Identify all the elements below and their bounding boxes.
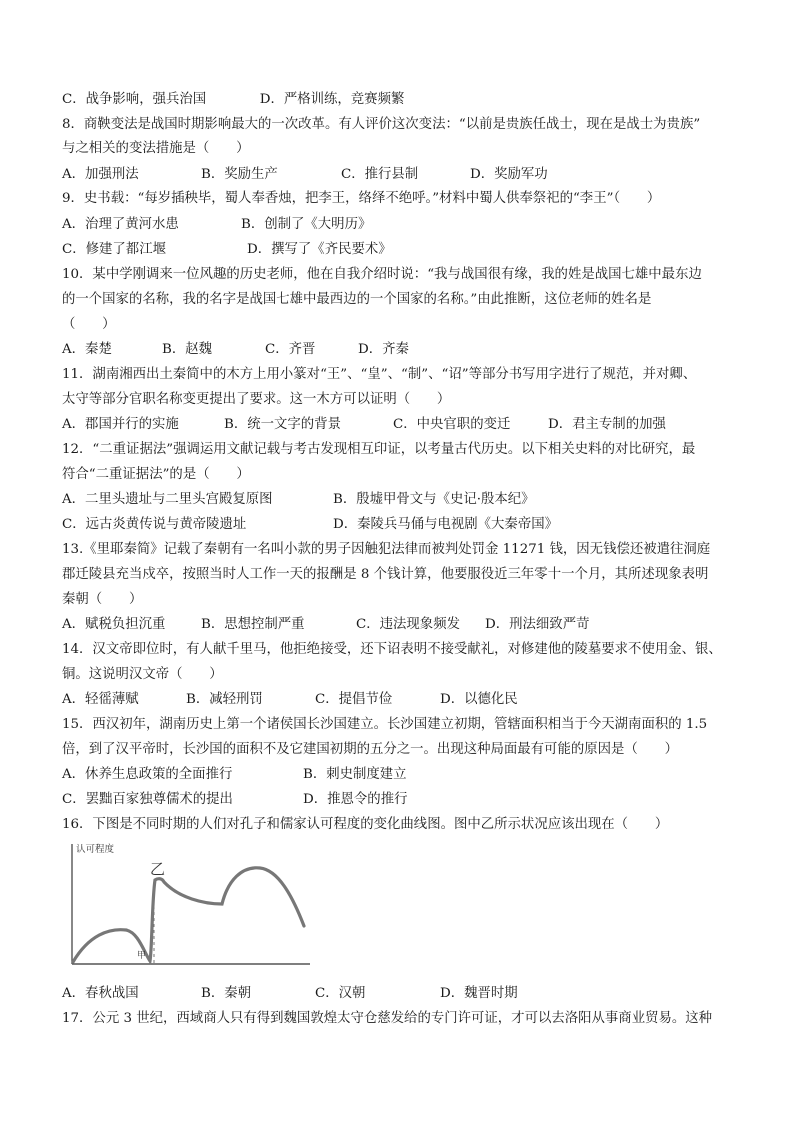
q13-stem-cont: 郡迁陵县充当戍卒，按照当时人工作一天的报酬是 8 个钱计算，他要服役近三年零十一个月，其所述现象表明 <box>62 567 709 582</box>
q15-option-b: B．刺史制度建立 <box>303 767 407 782</box>
q16-stem: 16．下图是不同时期的人们对孔子和儒家认可程度的变化曲线图。图中乙所示状况应该出现在（ ） <box>62 817 669 832</box>
q7-options-cd: C．战争影响，强兵治国 D．严格训练，竞赛频繁 <box>62 92 405 107</box>
q13-option-c: C．违法现象频发 <box>356 617 460 632</box>
q8-stem: 8．商鞅变法是战国时期影响最大的一次改革。有人评价这次变法：“以前是贵族任战士，现在是战士为贵族” <box>62 117 701 132</box>
q16-option-a: A．春秋战国 <box>62 986 139 1001</box>
q11-option-c: C．中央官职的变迁 <box>393 417 511 432</box>
q12-stem: 12．“二重证据法”强调运用文献记载与考古发现相互印证，以考量古代历史。以下相关史料的对比研究，最 <box>62 442 696 457</box>
q9-option-b: B．创制了《大明历》 <box>241 217 372 232</box>
q12-stem-cont: 符合“二重证据法”的是（ ） <box>62 467 250 482</box>
q10-stem-paren: （ ） <box>62 317 116 332</box>
q9-option-c: C．修建了都江堰 <box>62 242 166 257</box>
q9-option-d: D．撰写了《齐民要术》 <box>247 242 392 257</box>
q12-option-d: D．秦陵兵马俑与电视剧《大秦帝国》 <box>333 517 558 532</box>
q14-option-c: C．提倡节俭 <box>315 692 393 707</box>
recognition-curve <box>73 868 304 962</box>
q12-option-b: B．殷墟甲骨文与《史记·殷本纪》 <box>333 492 535 507</box>
label-yi: 乙 <box>150 860 166 878</box>
q17-stem: 17．公元 3 世纪，西域商人只有得到魏国敦煌太守仓慈发给的专门许可证，才可以去洛阳从事商业贸易。这种 <box>62 1011 713 1026</box>
q15-option-d: D．推恩令的推行 <box>303 792 408 807</box>
q16-option-c: C．汉朝 <box>315 986 366 1001</box>
q8-option-a: A．加强刑法 <box>62 167 139 182</box>
q14-option-d: D．以德化民 <box>440 692 518 707</box>
q10-option-b: B．赵魏 <box>162 342 213 357</box>
q13-option-b: B．思想控制严重 <box>201 617 305 632</box>
q11-option-d: D．君主专制的加强 <box>548 417 666 432</box>
q11-option-b: B．统一文字的背景 <box>224 417 341 432</box>
q12-option-c: C．远古炎黄传说与黄帝陵遗址 <box>62 517 247 532</box>
q9-stem: 9．史书载：“每岁插秧毕，蜀人奉香烛，把李王，络绎不绝呼。”材料中蜀人供奉祭祀的“李王”（ ） <box>62 191 661 206</box>
q14-stem-cont: 铜。这说明汉文帝（ ） <box>62 667 223 682</box>
q11-option-a: A．郡国并行的实施 <box>62 417 179 432</box>
q11-stem-cont: 太守等部分官职名称变更提出了要求。这一木方可以证明（ ） <box>62 392 451 407</box>
q15-stem: 15．西汉初年，湖南历史上第一个诸侯国长沙国建立。长沙国建立初期，管辖面积相当于今天湖南面积的 1.5 <box>62 717 708 732</box>
q10-stem: 10．某中学刚调来一位风趣的历史老师，他在自我介绍时说：“我与战国很有缘，我的姓是战国七雄中最东边 <box>62 267 702 282</box>
q15-option-a: A．休养生息政策的全面推行 <box>62 767 233 782</box>
q13-stem: 13.《里耶秦简》记载了秦朝有一名叫小款的男子因触犯法律而被判处罚金 11271 钱，因无钱偿还被遣往洞庭 <box>62 542 711 557</box>
q9-option-a: A．治理了黄河水患 <box>62 217 179 232</box>
q13-option-a: A．赋税负担沉重 <box>62 617 166 632</box>
q11-stem: 11．湖南湘西出土秦简中的木方上用小篆对“王”、“皇”、“制”、“诏”等部分书写用字进行了规范，并对卿、 <box>62 367 697 382</box>
q16-option-b: B．秦朝 <box>201 986 252 1001</box>
q14-option-b: B．减轻刑罚 <box>186 692 263 707</box>
q16-option-d: D．魏晋时期 <box>440 986 518 1001</box>
q14-stem: 14．汉文帝即位时，有人献千里马，他拒绝接受，还下诏表明不接受献礼，对修建他的陵墓要求不使用金、银、 <box>62 642 722 657</box>
label-jia: 甲 <box>137 951 147 961</box>
q8-option-c: C．推行县制 <box>341 167 419 182</box>
q10-option-c: C．齐晋 <box>265 342 316 357</box>
q8-option-d: D．奖励军功 <box>470 167 548 182</box>
q13-option-d: D．刑法细致严苛 <box>485 617 590 632</box>
q10-option-a: A．秦楚 <box>62 342 112 357</box>
q12-option-a: A．二里头遗址与二里头宫殿复原图 <box>62 492 273 507</box>
q10-stem-cont: 的一个国家的名称，我的名字是战国七雄中最西边的一个国家的名称。”由此推断，这位老师的姓名是 <box>62 292 652 307</box>
q14-option-a: A．轻徭薄赋 <box>62 692 139 707</box>
q10-option-d: D．齐秦 <box>358 342 409 357</box>
q13-stem-cont2: 秦朝（ ） <box>62 592 143 607</box>
q8-stem-cont: 与之相关的变法措施是（ ） <box>62 141 250 156</box>
q15-option-c: C．罢黜百家独尊儒术的提出 <box>62 792 233 807</box>
recognition-curve-figure <box>64 840 314 972</box>
q8-option-b: B．奖励生产 <box>201 167 278 182</box>
y-axis-label: 认可程度 <box>76 844 115 855</box>
q15-stem-cont: 倍，到了汉平帝时，长沙国的面积不及它建国初期的五分之一。出现这种局面最有可能的原因是（ ） <box>62 742 678 757</box>
